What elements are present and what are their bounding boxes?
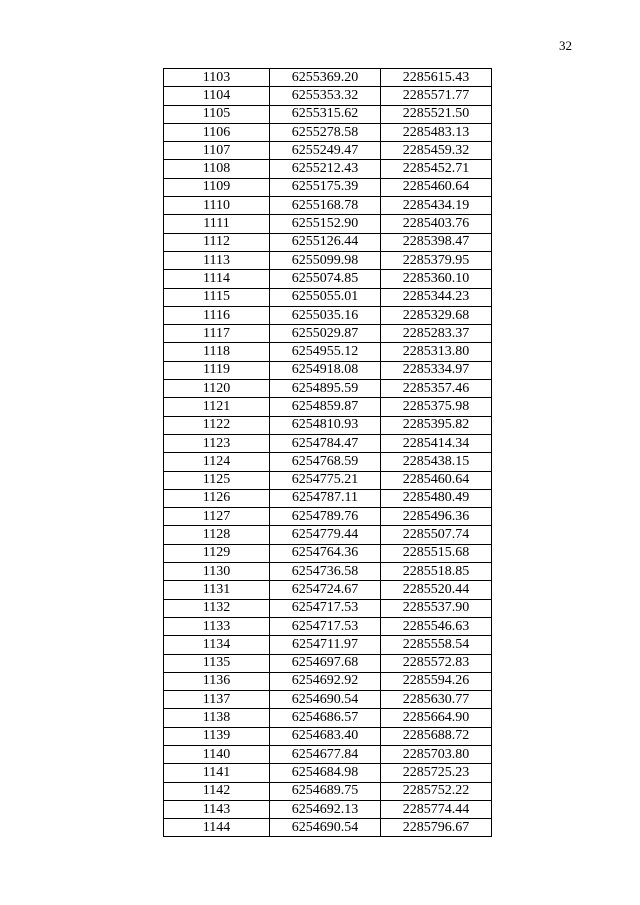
x-coordinate-cell: 6254692.13: [270, 800, 381, 818]
y-coordinate-cell: 2285460.64: [381, 178, 492, 196]
y-coordinate-cell: 2285515.68: [381, 544, 492, 562]
y-coordinate-cell: 2285703.80: [381, 745, 492, 763]
y-coordinate-cell: 2285520.44: [381, 581, 492, 599]
x-coordinate-cell: 6254686.57: [270, 709, 381, 727]
point-number-cell: 1137: [164, 691, 270, 709]
point-number-cell: 1141: [164, 764, 270, 782]
x-coordinate-cell: 6255055.01: [270, 288, 381, 306]
point-number-cell: 1116: [164, 306, 270, 324]
y-coordinate-cell: 2285344.23: [381, 288, 492, 306]
x-coordinate-cell: 6255074.85: [270, 270, 381, 288]
y-coordinate-cell: 2285615.43: [381, 69, 492, 87]
x-coordinate-cell: 6255175.39: [270, 178, 381, 196]
table-row: [164, 251, 492, 269]
x-coordinate-cell: 6254683.40: [270, 727, 381, 745]
x-coordinate-cell: 6255168.78: [270, 197, 381, 215]
x-coordinate-cell: 6255126.44: [270, 233, 381, 251]
point-number-cell: 1105: [164, 105, 270, 123]
point-number-cell: 1120: [164, 380, 270, 398]
y-coordinate-cell: 2285357.46: [381, 380, 492, 398]
table-row: [164, 178, 492, 196]
coordinates-table-body: [164, 69, 492, 837]
y-coordinate-cell: 2285459.32: [381, 142, 492, 160]
x-coordinate-cell: 6254692.92: [270, 672, 381, 690]
point-number-cell: 1138: [164, 709, 270, 727]
table-row: [164, 782, 492, 800]
point-number-cell: 1144: [164, 819, 270, 837]
y-coordinate-cell: 2285518.85: [381, 563, 492, 581]
table-row: [164, 800, 492, 818]
x-coordinate-cell: 6254764.36: [270, 544, 381, 562]
y-coordinate-cell: 2285334.97: [381, 361, 492, 379]
y-coordinate-cell: 2285379.95: [381, 251, 492, 269]
point-number-cell: 1113: [164, 251, 270, 269]
x-coordinate-cell: 6254684.98: [270, 764, 381, 782]
y-coordinate-cell: 2285496.36: [381, 508, 492, 526]
table-row: [164, 416, 492, 434]
y-coordinate-cell: 2285537.90: [381, 599, 492, 617]
x-coordinate-cell: 6255029.87: [270, 325, 381, 343]
y-coordinate-cell: 2285403.76: [381, 215, 492, 233]
y-coordinate-cell: 2285434.19: [381, 197, 492, 215]
point-number-cell: 1132: [164, 599, 270, 617]
y-coordinate-cell: 2285438.15: [381, 453, 492, 471]
point-number-cell: 1112: [164, 233, 270, 251]
y-coordinate-cell: 2285414.34: [381, 434, 492, 452]
point-number-cell: 1122: [164, 416, 270, 434]
x-coordinate-cell: 6254689.75: [270, 782, 381, 800]
x-coordinate-cell: 6255035.16: [270, 306, 381, 324]
y-coordinate-cell: 2285572.83: [381, 654, 492, 672]
y-coordinate-cell: 2285688.72: [381, 727, 492, 745]
table-row: [164, 105, 492, 123]
table-row: [164, 453, 492, 471]
y-coordinate-cell: 2285398.47: [381, 233, 492, 251]
point-number-cell: 1139: [164, 727, 270, 745]
y-coordinate-cell: 2285725.23: [381, 764, 492, 782]
point-number-cell: 1115: [164, 288, 270, 306]
x-coordinate-cell: 6255099.98: [270, 251, 381, 269]
table-row: [164, 398, 492, 416]
point-number-cell: 1111: [164, 215, 270, 233]
y-coordinate-cell: 2285313.80: [381, 343, 492, 361]
table-row: [164, 142, 492, 160]
table-row: [164, 508, 492, 526]
table-row: [164, 233, 492, 251]
table-row: [164, 197, 492, 215]
point-number-cell: 1131: [164, 581, 270, 599]
x-coordinate-cell: 6254768.59: [270, 453, 381, 471]
x-coordinate-cell: 6254918.08: [270, 361, 381, 379]
x-coordinate-cell: 6254690.54: [270, 691, 381, 709]
y-coordinate-cell: 2285774.44: [381, 800, 492, 818]
y-coordinate-cell: 2285507.74: [381, 526, 492, 544]
x-coordinate-cell: 6254690.54: [270, 819, 381, 837]
x-coordinate-cell: 6254895.59: [270, 380, 381, 398]
point-number-cell: 1121: [164, 398, 270, 416]
table-row: [164, 581, 492, 599]
coordinates-table: [163, 68, 492, 837]
x-coordinate-cell: 6254697.68: [270, 654, 381, 672]
table-row: [164, 636, 492, 654]
point-number-cell: 1124: [164, 453, 270, 471]
y-coordinate-cell: 2285395.82: [381, 416, 492, 434]
y-coordinate-cell: 2285283.37: [381, 325, 492, 343]
point-number-cell: 1117: [164, 325, 270, 343]
table-row: [164, 654, 492, 672]
x-coordinate-cell: 6255369.20: [270, 69, 381, 87]
x-coordinate-cell: 6255249.47: [270, 142, 381, 160]
point-number-cell: 1125: [164, 471, 270, 489]
y-coordinate-cell: 2285480.49: [381, 489, 492, 507]
table-row: [164, 727, 492, 745]
y-coordinate-cell: 2285594.26: [381, 672, 492, 690]
y-coordinate-cell: 2285375.98: [381, 398, 492, 416]
x-coordinate-cell: 6254775.21: [270, 471, 381, 489]
point-number-cell: 1129: [164, 544, 270, 562]
x-coordinate-cell: 6254789.76: [270, 508, 381, 526]
point-number-cell: 1128: [164, 526, 270, 544]
point-number-cell: 1109: [164, 178, 270, 196]
y-coordinate-cell: 2285483.13: [381, 123, 492, 141]
y-coordinate-cell: 2285664.90: [381, 709, 492, 727]
point-number-cell: 1140: [164, 745, 270, 763]
point-number-cell: 1135: [164, 654, 270, 672]
point-number-cell: 1110: [164, 197, 270, 215]
y-coordinate-cell: 2285360.10: [381, 270, 492, 288]
y-coordinate-cell: 2285329.68: [381, 306, 492, 324]
table-row: [164, 819, 492, 837]
y-coordinate-cell: 2285558.54: [381, 636, 492, 654]
point-number-cell: 1133: [164, 617, 270, 635]
table-row: [164, 270, 492, 288]
x-coordinate-cell: 6254736.58: [270, 563, 381, 581]
table-row: [164, 343, 492, 361]
x-coordinate-cell: 6254955.12: [270, 343, 381, 361]
y-coordinate-cell: 2285460.64: [381, 471, 492, 489]
point-number-cell: 1114: [164, 270, 270, 288]
y-coordinate-cell: 2285752.22: [381, 782, 492, 800]
x-coordinate-cell: 6255278.58: [270, 123, 381, 141]
x-coordinate-cell: 6254784.47: [270, 434, 381, 452]
point-number-cell: 1108: [164, 160, 270, 178]
table-row: [164, 526, 492, 544]
x-coordinate-cell: 6254711.97: [270, 636, 381, 654]
x-coordinate-cell: 6255315.62: [270, 105, 381, 123]
point-number-cell: 1126: [164, 489, 270, 507]
point-number-cell: 1143: [164, 800, 270, 818]
table-row: [164, 306, 492, 324]
table-row: [164, 489, 492, 507]
x-coordinate-cell: 6254717.53: [270, 599, 381, 617]
page-number: 32: [559, 38, 572, 53]
table-row: [164, 599, 492, 617]
point-number-cell: 1123: [164, 434, 270, 452]
table-row: [164, 691, 492, 709]
table-row: [164, 745, 492, 763]
table-row: [164, 672, 492, 690]
y-coordinate-cell: 2285521.50: [381, 105, 492, 123]
table-row: [164, 471, 492, 489]
table-row: [164, 563, 492, 581]
x-coordinate-cell: 6254859.87: [270, 398, 381, 416]
x-coordinate-cell: 6254677.84: [270, 745, 381, 763]
table-row: [164, 709, 492, 727]
x-coordinate-cell: 6254787.11: [270, 489, 381, 507]
table-row: [164, 325, 492, 343]
table-row: [164, 69, 492, 87]
point-number-cell: 1127: [164, 508, 270, 526]
table-row: [164, 764, 492, 782]
table-row: [164, 361, 492, 379]
y-coordinate-cell: 2285630.77: [381, 691, 492, 709]
y-coordinate-cell: 2285796.67: [381, 819, 492, 837]
point-number-cell: 1136: [164, 672, 270, 690]
point-number-cell: 1118: [164, 343, 270, 361]
point-number-cell: 1134: [164, 636, 270, 654]
point-number-cell: 1142: [164, 782, 270, 800]
table-row: [164, 544, 492, 562]
table-row: [164, 617, 492, 635]
x-coordinate-cell: 6254724.67: [270, 581, 381, 599]
x-coordinate-cell: 6254810.93: [270, 416, 381, 434]
y-coordinate-cell: 2285546.63: [381, 617, 492, 635]
table-row: [164, 380, 492, 398]
y-coordinate-cell: 2285452.71: [381, 160, 492, 178]
x-coordinate-cell: 6254779.44: [270, 526, 381, 544]
y-coordinate-cell: 2285571.77: [381, 87, 492, 105]
table-row: [164, 160, 492, 178]
point-number-cell: 1130: [164, 563, 270, 581]
table-row: [164, 123, 492, 141]
x-coordinate-cell: 6255353.32: [270, 87, 381, 105]
point-number-cell: 1107: [164, 142, 270, 160]
table-row: [164, 288, 492, 306]
x-coordinate-cell: 6255152.90: [270, 215, 381, 233]
point-number-cell: 1119: [164, 361, 270, 379]
table-row: [164, 87, 492, 105]
table-row: [164, 434, 492, 452]
x-coordinate-cell: 6255212.43: [270, 160, 381, 178]
point-number-cell: 1103: [164, 69, 270, 87]
point-number-cell: 1106: [164, 123, 270, 141]
x-coordinate-cell: 6254717.53: [270, 617, 381, 635]
point-number-cell: 1104: [164, 87, 270, 105]
table-row: [164, 215, 492, 233]
